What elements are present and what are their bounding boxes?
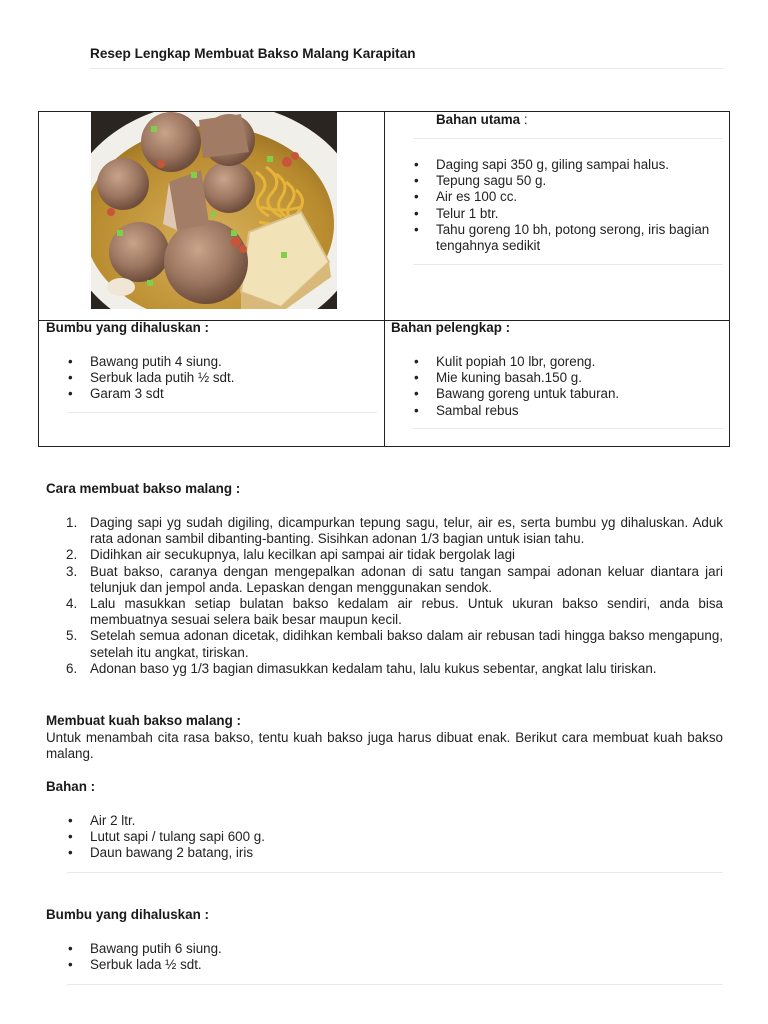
kuah-bumbu-list [90, 941, 690, 973]
bakso-bowl-image [91, 112, 337, 309]
step-text: Setelah semua adonan dicetak, didihkan kembali bakso dalam air rebusan tadi hingga bakso mengapung, setelah itu angkat, tiriskan. [90, 628, 723, 660]
step-number: 3. [66, 563, 78, 579]
page-title: Resep Lengkap Membuat Bakso Malang Karapitan [90, 46, 416, 61]
kuah-bahan-divider [67, 872, 723, 873]
kuah-heading: Membuat kuah bakso malang : [46, 713, 241, 728]
list-item: • Tahu goreng 10 bh, potong serong, iris bagian tengahnya sedikit [436, 222, 724, 254]
bumbu-list [90, 354, 370, 403]
list-item: • Tepung sagu 50 g. [436, 173, 724, 189]
step-number: 6. [66, 660, 78, 676]
cara-steps-list [66, 515, 723, 677]
list-item: • Air 2 ltr. [90, 813, 690, 829]
list-item: • Daun bawang 2 batang, iris [90, 845, 690, 861]
list-item [66, 547, 723, 563]
bumbu-divider [67, 412, 377, 413]
bakso-photo [91, 112, 337, 309]
list-item: • Mie kuning basah.150 g. [436, 370, 724, 386]
list-item: • Kulit popiah 10 lbr, goreng. [436, 354, 724, 370]
list-item: • Sambal rebus [436, 403, 724, 419]
list-item [66, 628, 723, 660]
list-item: • Garam 3 sdt [90, 386, 370, 402]
list-item [66, 515, 723, 547]
list-item: • Bawang putih 4 siung. [90, 354, 370, 370]
kuah-bahan-list [90, 813, 690, 862]
step-text: Daging sapi yg sudah digiling, dicampurkan tepung sagu, telur, air es, serta bumbu yg dihaluskan. Aduk rata adonan sambil dibanting-banting. Sisihkan adonan 1/3 bagian untuk isian tahu. [90, 515, 723, 547]
kuah-intro: Untuk menambah cita rasa bakso, tentu kuah bakso juga harus dibuat enak. Berikut cara membuat kuah bakso malang. [46, 730, 723, 762]
pelengkap-divider [413, 428, 723, 429]
kuah-bumbu-heading: Bumbu yang dihaluskan : [46, 907, 209, 922]
table-column-divider [384, 112, 385, 446]
list-item: • Daging sapi 350 g, giling sampai halus. [436, 157, 724, 173]
list-item: • Lutut sapi / tulang sapi 600 g. [90, 829, 690, 845]
list-item: • Bawang goreng untuk taburan. [436, 386, 724, 402]
step-text: Adonan baso yg 1/3 bagian dimasukkan kedalam tahu, lalu kukus sebentar, angkat lalu tiriskan. [90, 660, 657, 676]
step-number: 1. [66, 515, 78, 530]
bahan-utama-divider [413, 138, 723, 139]
step-number: 2. [66, 547, 78, 563]
bahan-utama-bottom-divider [413, 264, 723, 265]
step-number: 5. [66, 628, 78, 644]
title-divider [90, 68, 723, 69]
list-item [66, 563, 723, 596]
step-number: 4. [66, 596, 78, 612]
kuah-bahan-heading: Bahan : [46, 779, 96, 794]
bahan-utama-label: Bahan utama [436, 112, 521, 127]
cara-heading: Cara membuat bakso malang : [46, 481, 241, 496]
bahan-utama-heading [436, 112, 528, 127]
bahan-utama-list [436, 157, 724, 254]
list-item [66, 596, 723, 628]
list-item: • Bawang putih 6 siung. [90, 941, 690, 957]
list-item: • Serbuk lada putih ½ sdt. [90, 370, 370, 386]
step-text: Lalu masukkan setiap bulatan bakso kedalam air rebus. Untuk ukuran bakso sendiri, anda bisa membuatnya sesuai selera baik besar maupun kecil. [90, 596, 723, 628]
list-item [66, 660, 723, 677]
ingredients-table [38, 111, 730, 447]
list-item: • Serbuk lada ½ sdt. [90, 957, 690, 973]
list-item: • Telur 1 btr. [436, 206, 724, 222]
bahan-utama-colon: : [520, 112, 528, 127]
step-text: Didihkan air secukupnya, lalu kecilkan api sampai air tidak bergolak lagi [90, 547, 516, 563]
kuah-bumbu-divider [67, 984, 723, 985]
pelengkap-heading: Bahan pelengkap : [391, 320, 511, 335]
pelengkap-list [436, 354, 724, 419]
list-item: • Air es 100 cc. [436, 189, 724, 205]
step-text: Buat bakso, caranya dengan mengepalkan adonan di satu tangan sampai adonan keluar diantara jari telunjuk dan jempol anda. Lepaskan dengan menggunakan sendok. [90, 563, 723, 595]
bumbu-heading: Bumbu yang dihaluskan : [46, 320, 209, 335]
